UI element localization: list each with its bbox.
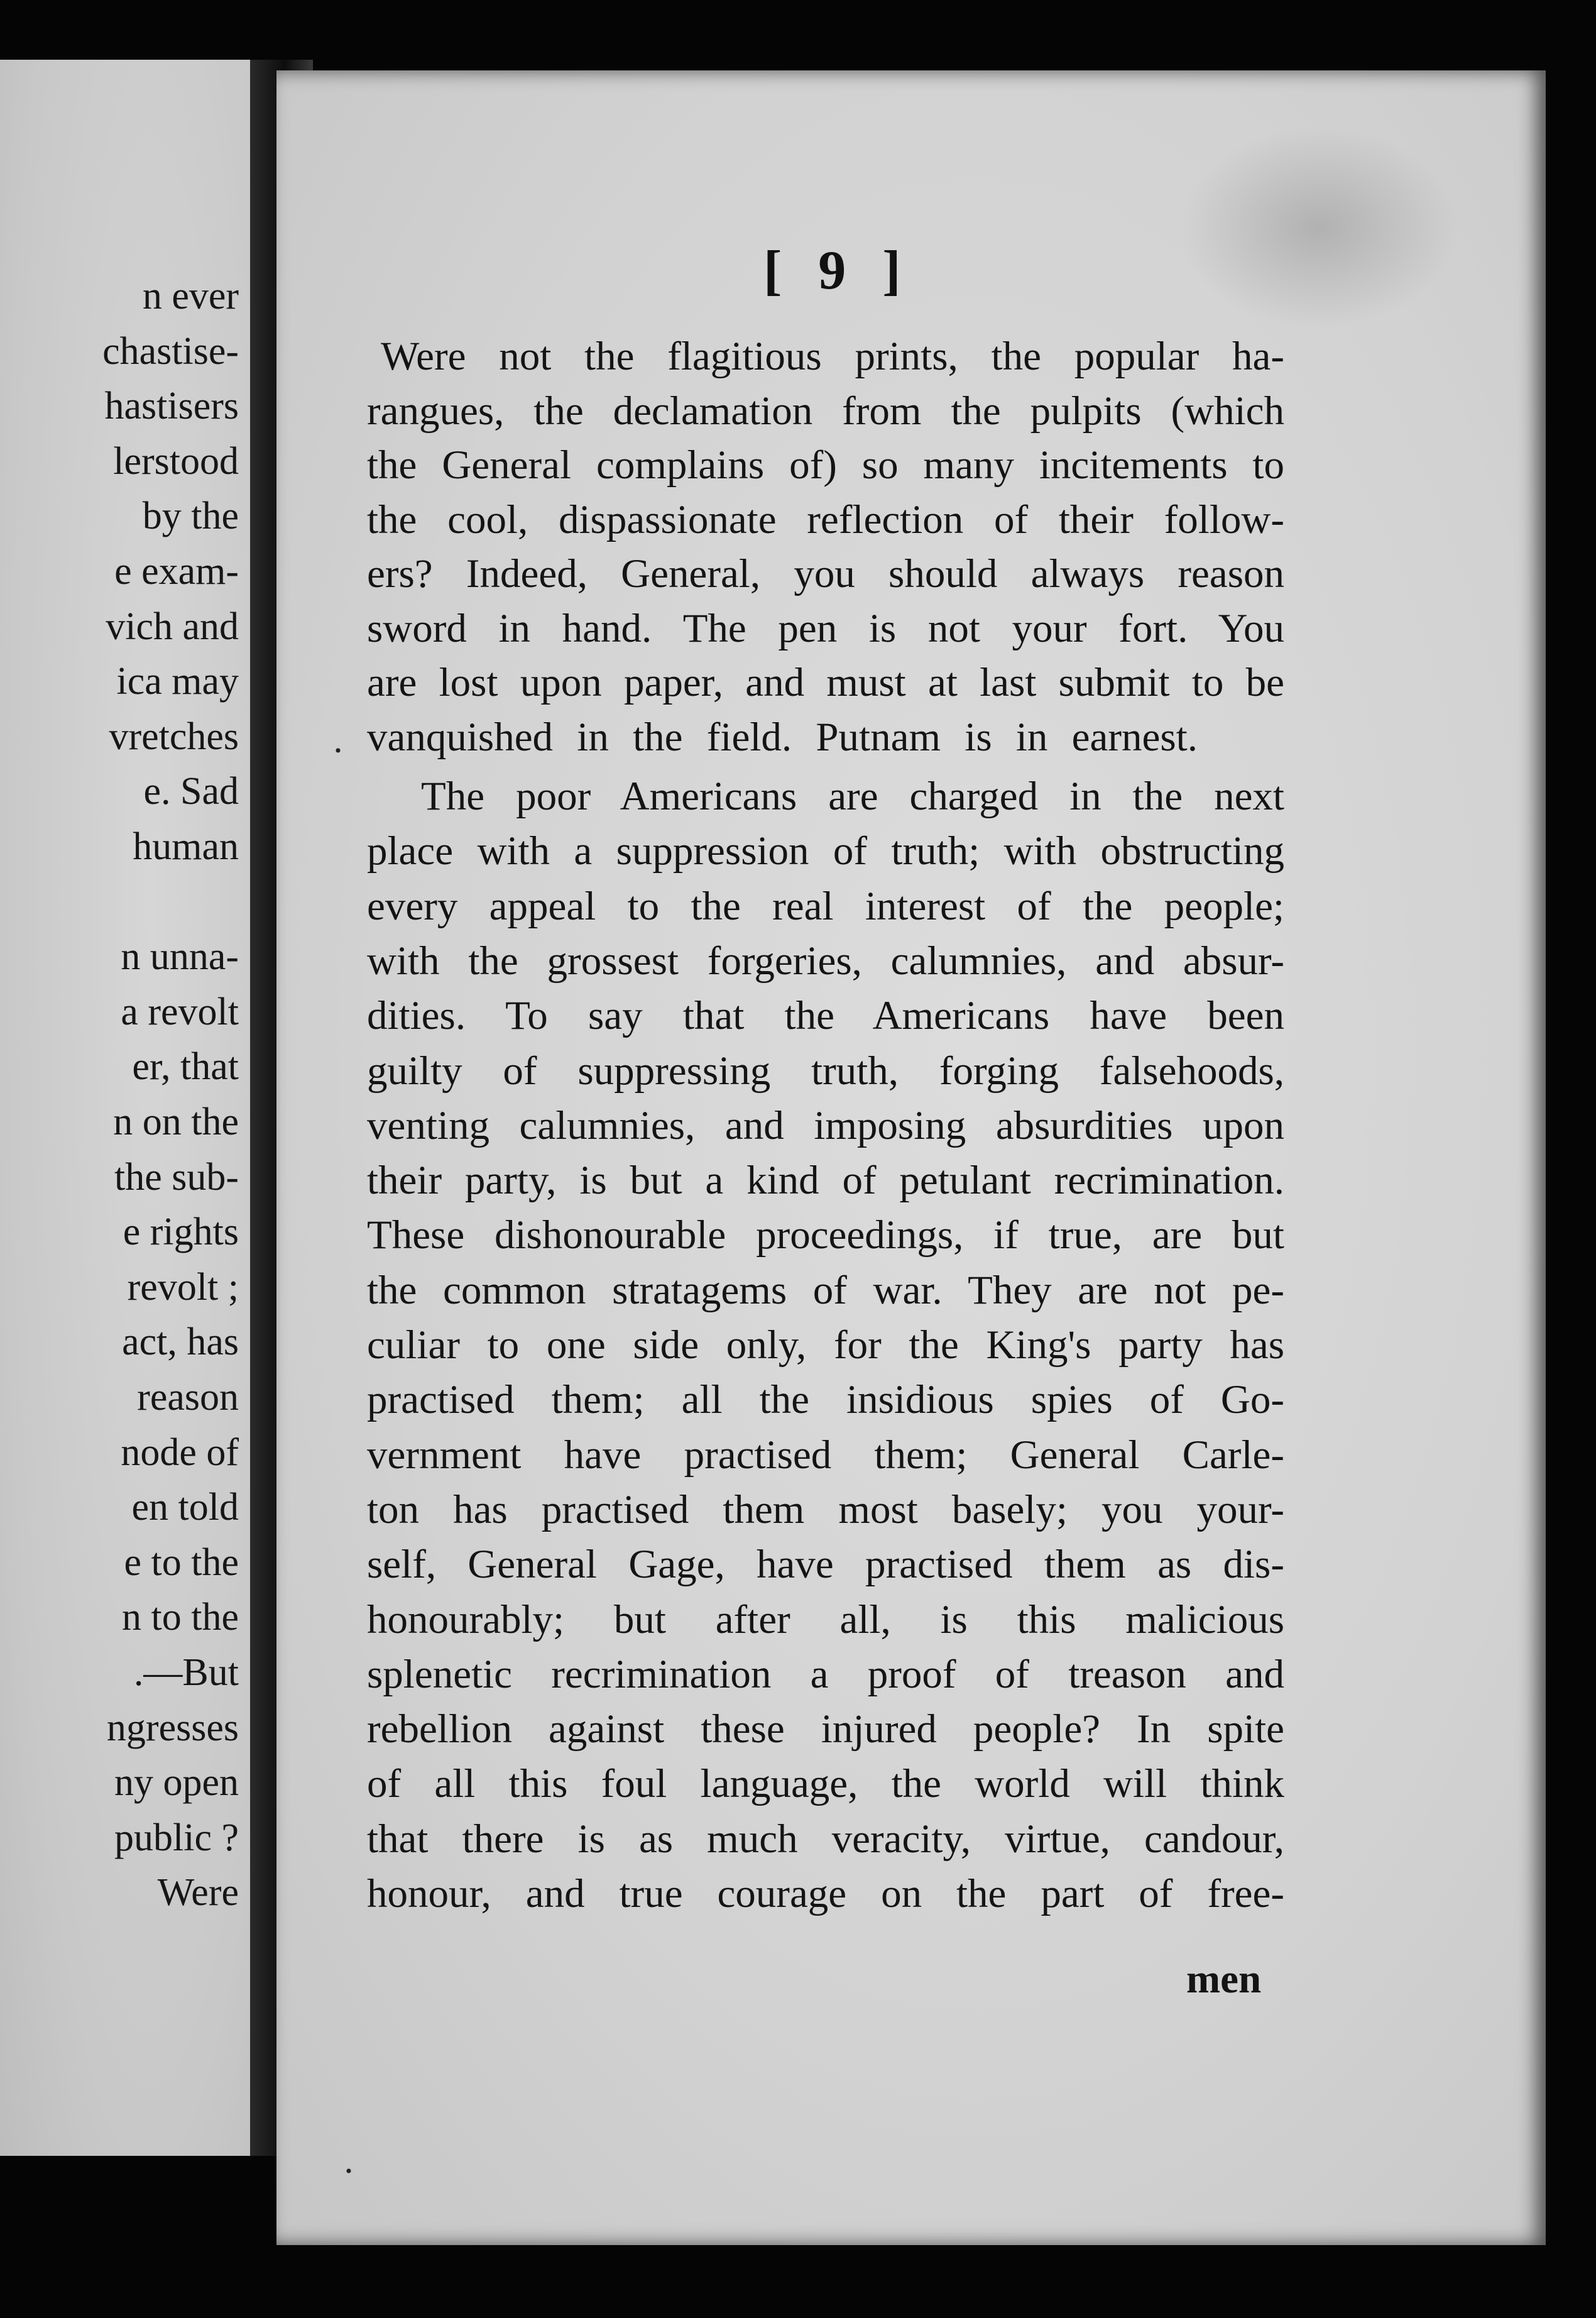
left-page-line: human	[133, 825, 239, 868]
left-page-line: e rights	[123, 1211, 239, 1254]
left-page-line: n to the	[122, 1596, 239, 1639]
body-text-line: self, General Gage, have practised them as dis-	[367, 1542, 1284, 1588]
body-text-line: that there is as much veracity, virtue, candour,	[367, 1816, 1284, 1862]
ink-speck: ·	[342, 2150, 355, 2192]
body-text-line: guilty of suppressing truth, forging falsehoods,	[367, 1048, 1284, 1094]
body-text-line: practised them; all the insidious spies of Go-	[367, 1377, 1284, 1423]
left-page-line: a revolt	[121, 990, 239, 1033]
body-text-line: vernment have practised them; General Carle-	[367, 1432, 1284, 1478]
left-page-line: en told	[131, 1486, 239, 1529]
body-text-line: venting calumnies, and imposing absurdities upon	[367, 1102, 1284, 1148]
body-text-line: every appeal to the real interest of the people;	[367, 883, 1284, 929]
left-page	[0, 60, 250, 2156]
body-text-line: honourably; but after all, is this malicious	[367, 1596, 1284, 1642]
catchword: men	[1186, 1957, 1262, 2002]
left-page-line: lerstood	[113, 439, 239, 483]
body-text-line: culiar to one side only, for the King's party has	[367, 1322, 1284, 1368]
body-text-line: the cool, dispassionate reflection of their follow-	[367, 497, 1284, 542]
body-text-line: the common stratagems of war. They are not pe-	[367, 1267, 1284, 1313]
body-text-line: with the grossest forgeries, calumnies, and absur-	[367, 938, 1284, 984]
left-page-line: vretches	[109, 715, 239, 758]
left-page-line: e exam-	[114, 550, 239, 593]
body-text-line: vanquished in the field. Putnam is in earnest.	[367, 714, 1198, 760]
body-text-line: the General complains of) so many incitements to	[367, 442, 1284, 488]
left-page-line: er, that	[132, 1045, 239, 1089]
body-text-line: splenetic recrimination a proof of treason and	[367, 1651, 1284, 1697]
body-text-line: rangues, the declamation from the pulpits (which	[367, 388, 1284, 434]
left-page-line: hastisers	[104, 385, 239, 428]
body-text-line: ton has practised them most basely; you your-	[367, 1486, 1284, 1532]
page-number: [ 9 ]	[763, 240, 912, 301]
body-text-line: sword in hand. The pen is not your fort. You	[367, 605, 1284, 651]
left-page-line: e to the	[124, 1541, 239, 1584]
left-page-line: the sub-	[114, 1155, 239, 1199]
body-text-line: honour, and true courage on the part of free-	[367, 1871, 1284, 1916]
left-page-line: public ?	[114, 1816, 239, 1859]
body-text-line: their party, is but a kind of petulant recrimination.	[367, 1158, 1284, 1204]
body-text-line: rebellion against these injured people? In spite	[367, 1706, 1284, 1752]
body-text-line: are lost upon paper, and must at last submit to be	[367, 660, 1284, 705]
left-page-line: n ever	[142, 275, 239, 317]
body-text-line: These dishonourable proceedings, if true, are but	[367, 1212, 1284, 1258]
body-text-line: place with a suppression of truth; with obstructing	[367, 828, 1284, 874]
left-page-line: ngresses	[106, 1706, 239, 1749]
body-text-line: ers? Indeed, General, you should always reason	[367, 551, 1284, 596]
left-page-line: reason	[137, 1376, 239, 1419]
body-text-line: dities. To say that the Americans have been	[367, 993, 1284, 1039]
left-page-line: chastise-	[102, 329, 239, 373]
left-page-line: ica may	[116, 660, 239, 703]
left-page-line: ny open	[114, 1761, 239, 1804]
ink-speck: ·	[332, 730, 344, 771]
left-page-line: Were	[157, 1871, 239, 1914]
left-page-line: vich and	[106, 605, 239, 648]
body-text-line: of all this foul language, the world will think	[367, 1761, 1284, 1807]
left-page-line: by the	[142, 495, 239, 538]
left-page-line: n on the	[113, 1101, 239, 1143]
body-text-line: Were not the flagitious prints, the popular ha-	[381, 334, 1284, 379]
body-text-line: The poor Americans are charged in the next	[421, 774, 1284, 819]
left-page-line: n unna-	[121, 935, 239, 979]
left-page-line: node of	[121, 1431, 239, 1474]
left-page-line: act, has	[122, 1321, 239, 1364]
left-page-line: .—But	[133, 1651, 239, 1694]
left-page-line: revolt ;	[127, 1265, 239, 1309]
left-page-line: e. Sad	[143, 770, 239, 813]
